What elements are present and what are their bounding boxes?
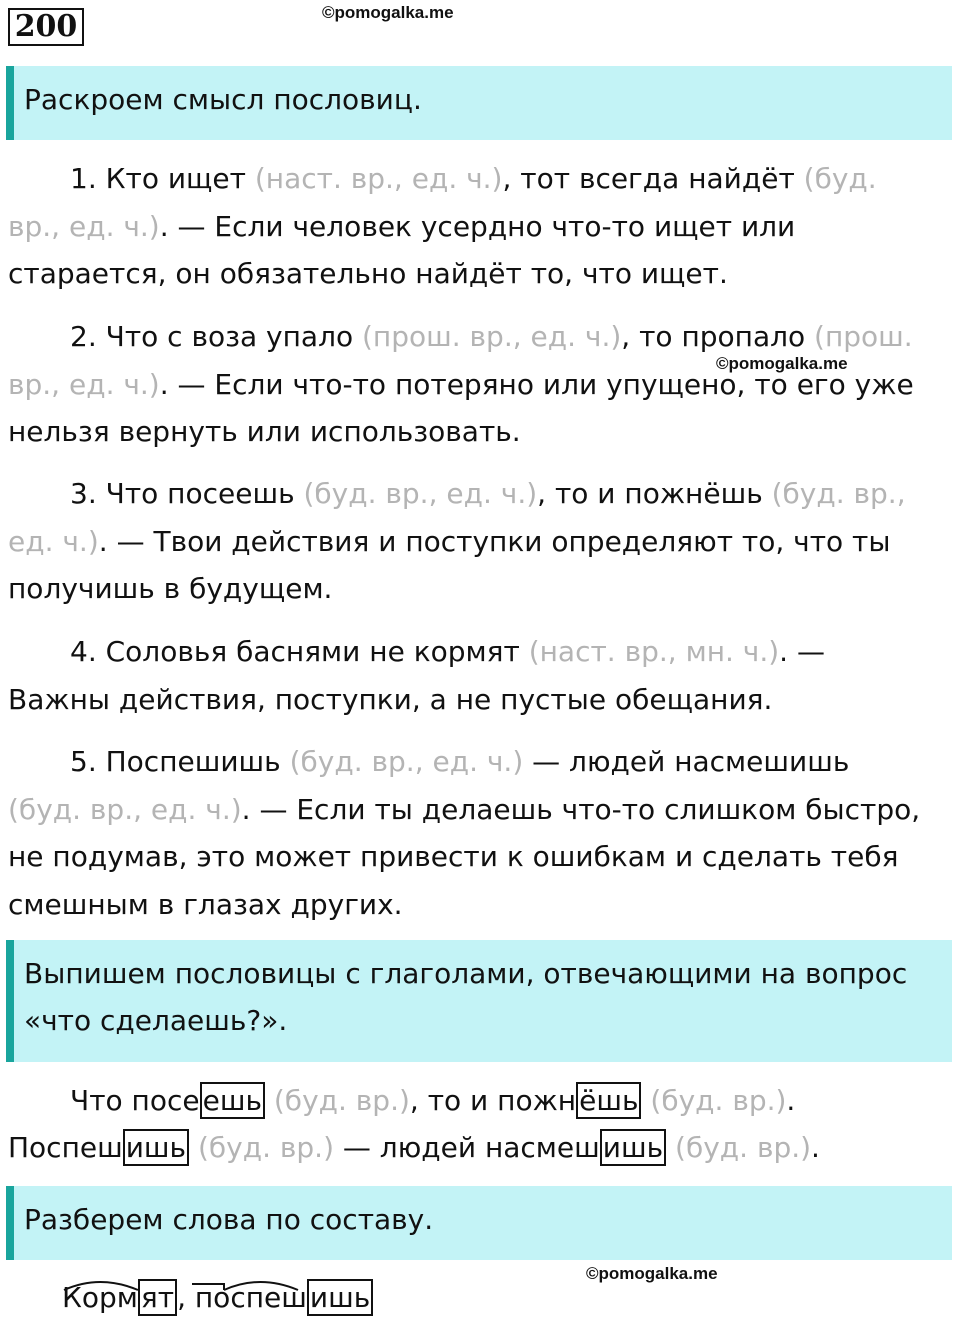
section-title-parse (6, 1186, 952, 1260)
ending-box: ишь (600, 1129, 666, 1166)
morpheme-marks (62, 1278, 382, 1308)
root-arc-word1 (64, 1282, 138, 1290)
word2-prefix: по (194, 1281, 231, 1314)
exercise-number: 200 (8, 8, 84, 46)
section-title-write-text: Выпишем пословицы с глаголами, отвечающими на вопрос «что сделаешь?». (24, 957, 908, 1037)
section-title-intro (6, 66, 952, 140)
proverb-5: 5. Поспешишь (буд. вр., ед. ч.) — людей насмешишь (буд. вр., ед. ч.). — Если ты делаешь что-то слишком быстро, не подумав, это может привести к ошибкам и сделать тебя смешным в глазах других. (8, 745, 921, 921)
answer-line-1: Что посе ешь (буд. вр.), то и пожн ёшь (буд. вр.). (70, 1084, 796, 1117)
word1-ending-box: ят (138, 1279, 177, 1316)
section-title-parse-text: Разберем слова по составу. (24, 1203, 434, 1236)
ending-box: ишь (123, 1129, 189, 1166)
root-arc-word2 (224, 1282, 298, 1290)
answer-line-2: Поспеш ишь (буд. вр.) — людей насмеш ишь (буд. вр.). (8, 1131, 820, 1164)
watermark-top: ©pomogalka.me (322, 3, 454, 22)
prefix-mark-word2 (192, 1284, 224, 1290)
proverb-1: 1. Кто ищет (наст. вр., ед. ч.), тот всегда найдёт (буд. вр., ед. ч.). — Если человек усердно что-то ищет или старается, он обязательно найдёт то, что ищет. (8, 162, 877, 290)
section-title-write (6, 940, 952, 1062)
word2-root: спеш (230, 1281, 307, 1314)
ending-box: ешь (200, 1082, 265, 1119)
proverb-4: 4. Соловья баснями не кормят (наст. вр., мн. ч.). — Важны действия, поступки, а не пустые обещания. (8, 635, 825, 716)
ending-box: ёшь (576, 1082, 641, 1119)
proverb-3: 3. Что посеешь (буд. вр., ед. ч.), то и пожнёшь (буд. вр., ед. ч.). — Твои действия и поступки определяют то, что ты получишь в будущем. (8, 477, 906, 605)
word2-ending-box: ишь (307, 1279, 373, 1316)
watermark-bottom: ©pomogalka.me (586, 1264, 718, 1283)
section-title-intro-text: Раскроем смысл пословиц. (24, 83, 422, 116)
morpheme-analysis: Корм ят , поспеш ишь (62, 1278, 373, 1318)
word1-root: Корм (62, 1281, 138, 1314)
proverb-2: 2. Что с воза упало (прош. вр., ед. ч.), то пропало (прош. вр., ед. ч.). — Если что-то потеряно или упущено, то его уже нельзя вернуть или использовать. (8, 320, 914, 448)
watermark-middle: ©pomogalka.me (716, 354, 848, 373)
